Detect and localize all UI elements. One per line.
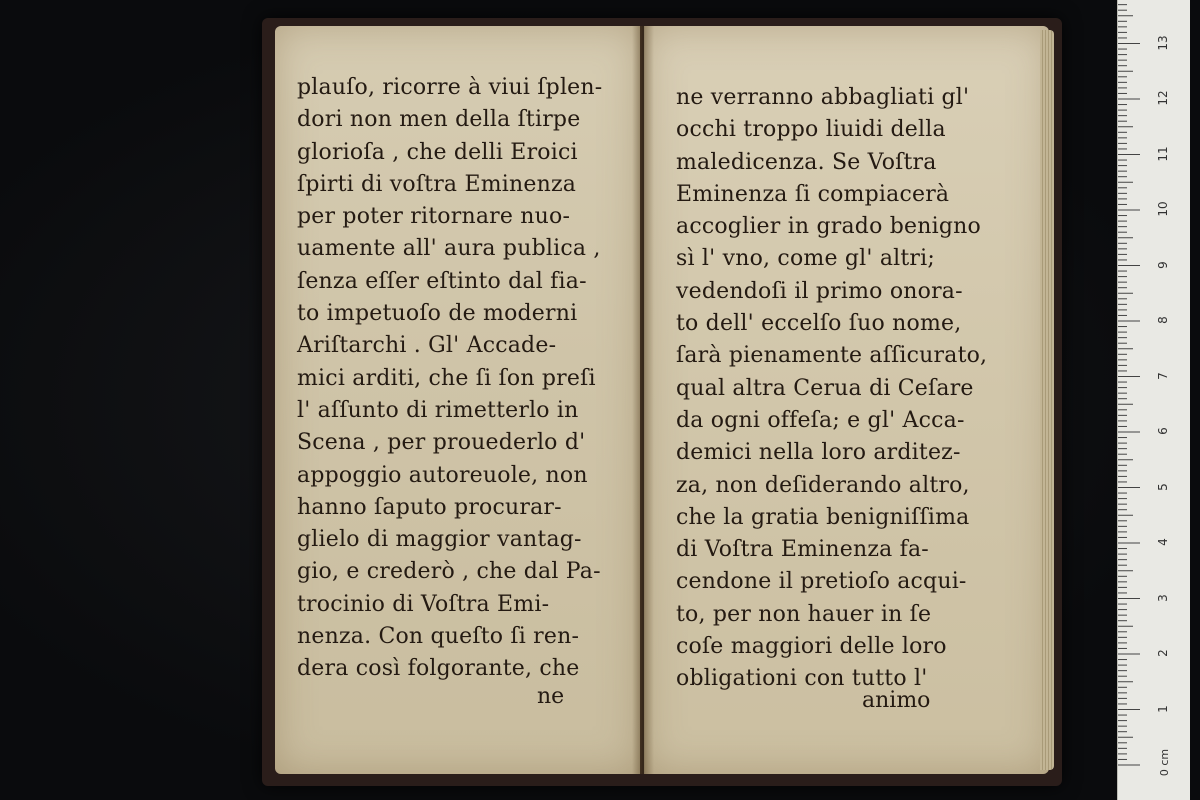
ruler-number: 10 xyxy=(1156,201,1170,217)
text-line: coſe maggiori delle loro xyxy=(676,634,947,660)
ruler-number: 4 xyxy=(1156,538,1170,546)
text-line: trocinio di Voſtra Emi- xyxy=(297,591,550,617)
text-line: ſenza eſſer eſtinto dal fia- xyxy=(297,268,587,294)
text-line: za, non deſiderando altro, xyxy=(676,472,970,498)
ruler-number: 5 xyxy=(1156,482,1170,491)
text-line: vedendoſi il primo onora- xyxy=(676,278,963,304)
ruler-number: 7 xyxy=(1156,371,1170,380)
text-line: maledicenza. Se Voſtra xyxy=(676,149,937,175)
right-page-text xyxy=(676,82,987,696)
text-line: nenza. Con queſto ſi ren- xyxy=(297,624,580,650)
text-line: to, per non hauer in ſe xyxy=(676,601,932,627)
text-line: ſarà pienamente aſſicurato, xyxy=(676,343,988,369)
page-fore-edge xyxy=(1040,30,1054,770)
text-line: sì l' vno, come gl' altri; xyxy=(676,246,935,272)
text-line: plauſo, ricorre à viui ſplen- xyxy=(297,75,603,100)
measuring-ruler xyxy=(1117,0,1190,800)
text-line: ne verranno abbagliati gl' xyxy=(676,85,970,110)
ruler-number: 8 xyxy=(1156,316,1170,324)
text-line: accoglier in grado benigno xyxy=(676,214,981,240)
text-line: gio, e crederò , che dal Pa- xyxy=(297,559,601,585)
text-line: dera così folgorante, che xyxy=(297,656,580,682)
left-page-text xyxy=(297,72,602,686)
text-line: uamente all' aura publica , xyxy=(297,236,601,262)
text-line: l' aſſunto di rimetterlo in xyxy=(297,397,579,423)
text-line: to impetuoſo de moderni xyxy=(297,301,578,327)
text-line: glorioſa , che delli Eroici xyxy=(297,139,578,165)
text-line: appoggio autoreuole, non xyxy=(297,462,588,488)
text-line: Eminenza ſi compiacerà xyxy=(676,181,950,207)
text-line: demici nella loro arditez- xyxy=(676,440,961,466)
text-line: to dell' eccelſo ſuo nome, xyxy=(676,311,962,337)
text-line: occhi troppo liuidi della xyxy=(676,117,946,143)
text-line: cendone il pretioſo acqui- xyxy=(676,569,967,595)
ruler-number: 2 xyxy=(1156,649,1170,657)
book-gutter xyxy=(632,26,654,774)
left-catchword: ne xyxy=(537,684,565,709)
text-line: Scena , per prouederlo d' xyxy=(297,430,586,456)
text-line: glielo di maggior vantag- xyxy=(297,527,582,553)
ruler-number: 13 xyxy=(1156,34,1170,51)
ruler-number: 11 xyxy=(1156,145,1170,162)
ruler-number: 3 xyxy=(1156,593,1170,602)
text-line: mici arditi, che ſi ſon preſi xyxy=(297,365,596,391)
ruler-ticks xyxy=(1118,0,1190,800)
text-line: qual altra Ceruа di Ceſare xyxy=(676,375,974,401)
ruler-unit-label: 0 cm xyxy=(1158,748,1172,777)
text-line: di Voſtra Eminenza fa- xyxy=(676,537,929,563)
text-line: ſpirti di voſtra Eminenza xyxy=(297,171,577,197)
text-line: che la gratia benigniſſima xyxy=(676,504,970,530)
text-line: Ariſtarchi . Gl' Accade- xyxy=(297,333,557,359)
text-line: per poter ritornare nuo- xyxy=(297,204,571,230)
ruler-number: 6 xyxy=(1156,427,1170,435)
right-catchword: animo xyxy=(862,688,931,713)
ruler-number: 12 xyxy=(1156,90,1170,106)
ruler-number: 9 xyxy=(1156,260,1170,269)
ruler-number: 1 xyxy=(1156,704,1170,713)
text-line: hanno ſaputo procurar- xyxy=(297,494,562,520)
text-line: dori non men della ſtirpe xyxy=(297,107,581,133)
text-line: da ogni offeſa; e gl' Acca- xyxy=(676,407,965,433)
text-line: obligationi con tutto l' xyxy=(676,666,928,692)
